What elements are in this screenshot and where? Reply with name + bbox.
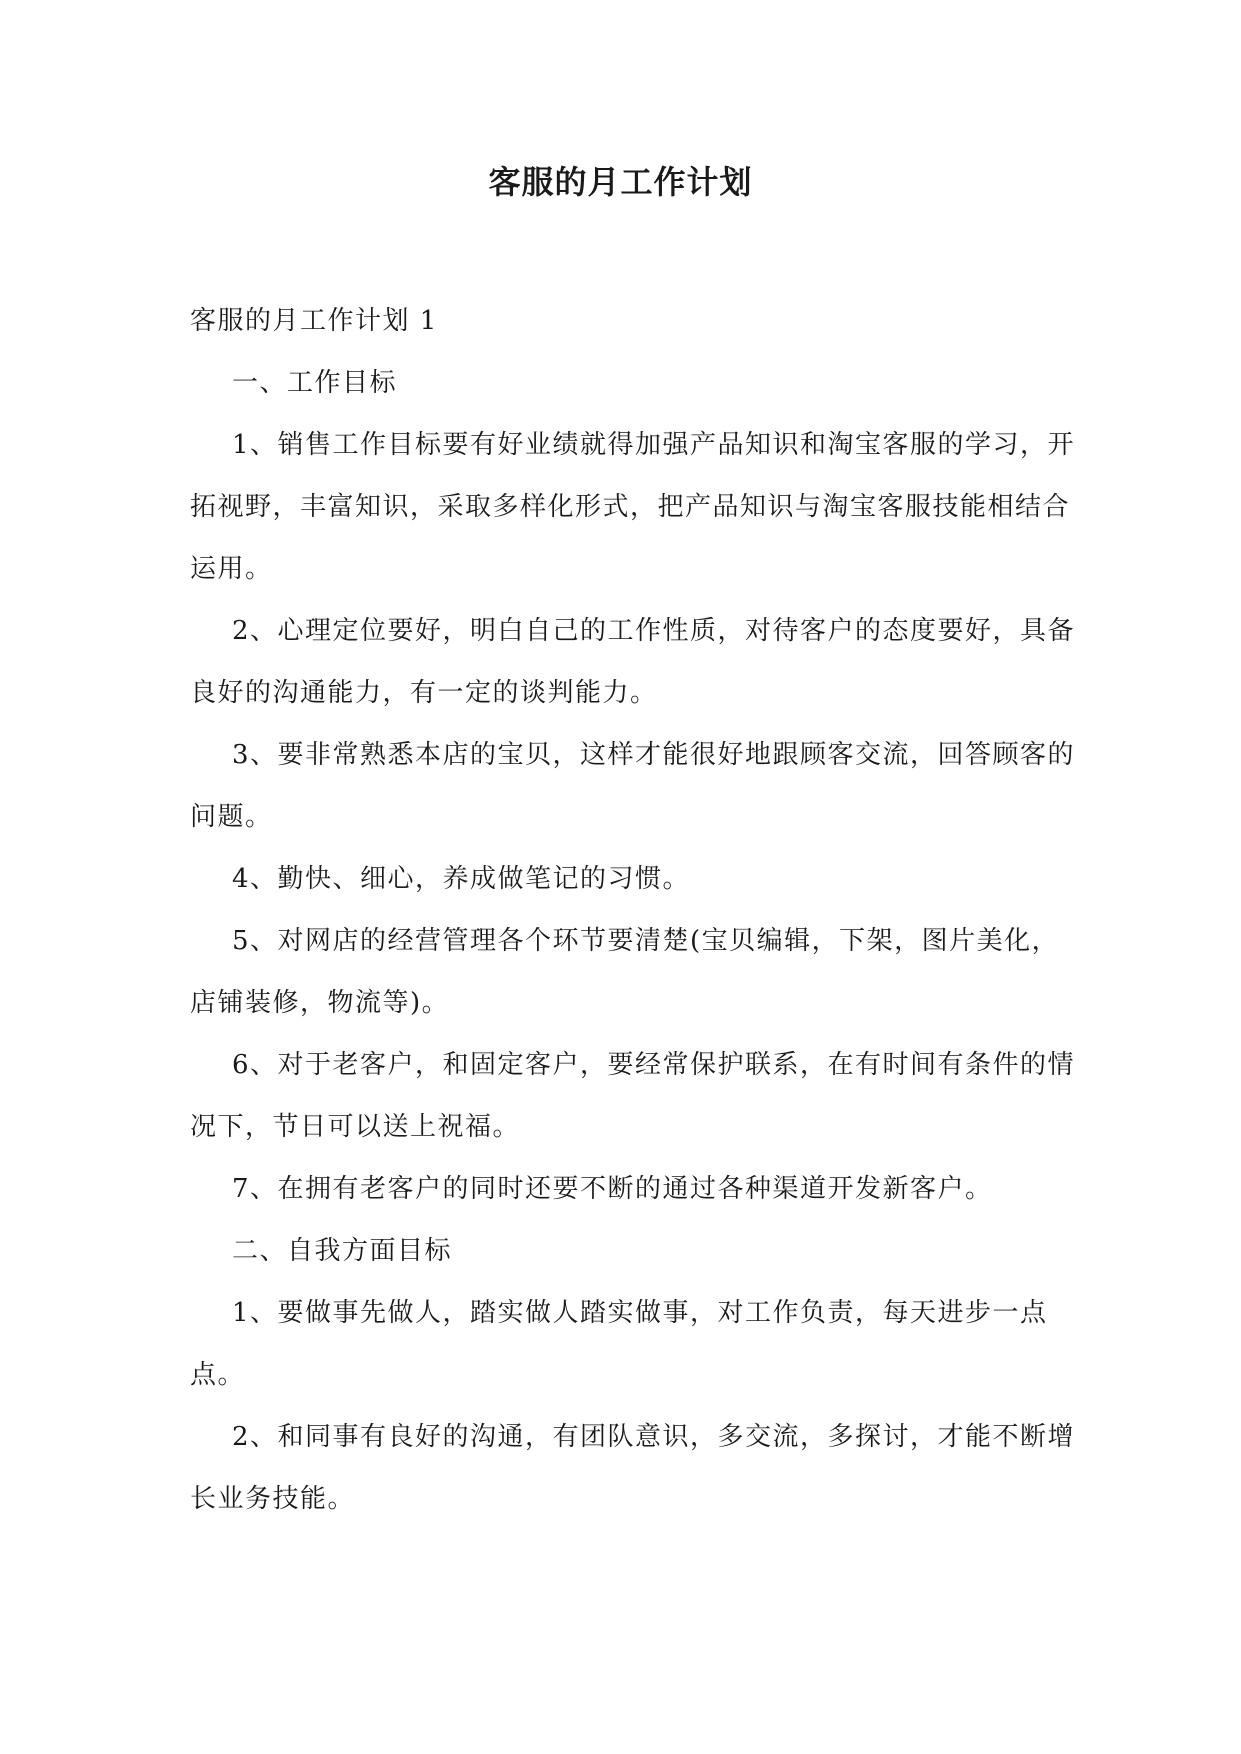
section-heading-self-goals: 二、自我方面目标 [232,1236,453,1266]
paragraph: 4、勤快、细心，养成做笔记的习惯。 [232,864,691,894]
section-heading-work-goals: 一、工作目标 [232,368,398,398]
paragraph: 6、对于老客户，和固定客户，要经常保护联系，在有时间有条件的情况下，节日可以送上祝福。 [190,1050,1076,1142]
paragraph: 1、销售工作目标要有好业绩就得加强产品知识和淘宝客服的学习，开拓视野，丰富知识，采取多样化形式，把产品知识与淘宝客服技能相结合运用。 [190,430,1076,584]
paragraph: 3、要非常熟悉本店的宝贝，这样才能很好地跟顾客交流，回答顾客的问题。 [190,740,1076,832]
paragraph: 1、要做事先做人，踏实做人踏实做事，对工作负责，每天进步一点点。 [190,1298,1048,1390]
paragraph: 7、在拥有老客户的同时还要不断的通过各种渠道开发新客户。 [232,1174,993,1204]
document-title: 客服的月工作计划 [488,163,753,201]
document-body [190,290,1080,1530]
paragraph: 2、和同事有良好的沟通，有团队意识，多交流，多探讨，才能不断增长业务技能。 [190,1422,1076,1514]
paragraph: 2、心理定位要好，明白自己的工作性质，对待客户的态度要好，具备良好的沟通能力，有一定的谈判能力。 [190,616,1076,708]
section-heading-plan-1: 客服的月工作计划 1 [190,306,438,336]
paragraph: 5、对网店的经营管理各个环节要清楚(宝贝编辑，下架，图片美化，店铺装修，物流等)。 [190,926,1060,1018]
